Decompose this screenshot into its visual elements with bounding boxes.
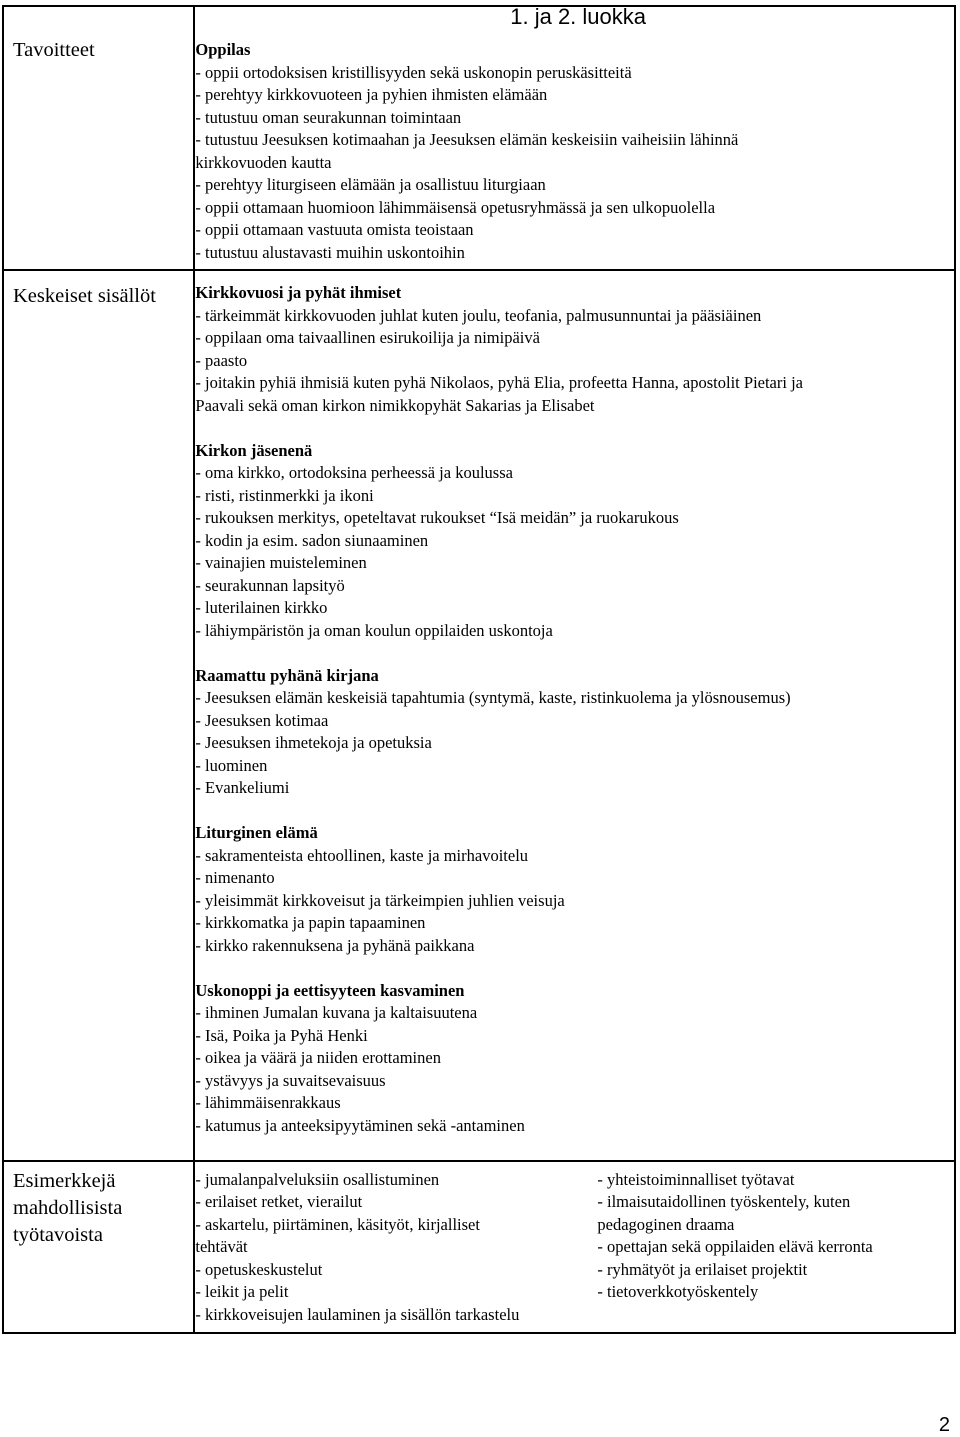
content-item: - seurakunnan lapsityö bbox=[195, 575, 345, 595]
goal-item: - oppii ottamaan vastuuta omista teoistaan bbox=[195, 220, 474, 239]
content-section-heading: Liturginen elämä bbox=[195, 823, 318, 842]
contents-label-cell bbox=[3, 270, 194, 1161]
method-item: - kirkkoveisujen laulaminen ja sisällön tarkastelu bbox=[195, 1304, 520, 1324]
content-item: - ihminen Jumalan kuvana ja kaltaisuutena bbox=[195, 1003, 478, 1022]
contents-label: Keskeiset sisällöt bbox=[13, 285, 156, 307]
contents-row bbox=[3, 270, 955, 1161]
content-item: - risti, ristinmerkki ja ikoni bbox=[195, 485, 374, 505]
method-item: - erilaiset retket, vierailut bbox=[195, 1192, 363, 1211]
goals-row bbox=[3, 6, 955, 270]
content-section-heading: Kirkkovuosi ja pyhät ihmiset bbox=[195, 283, 402, 302]
content-item: - Jeesuksen kotimaa bbox=[195, 710, 329, 730]
goals-list bbox=[195, 62, 738, 265]
content-item: - kirkkomatka ja papin tapaaminen bbox=[195, 913, 426, 932]
goal-item: - perehtyy kirkkovuoteen ja pyhien ihmisten elämään bbox=[195, 85, 548, 104]
content-item: - Evankeliumi bbox=[195, 778, 290, 797]
content-item: - rukouksen merkitys, opeteltavat rukoukset “Isä meidän” ja ruokarukous bbox=[195, 508, 679, 527]
goals-heading: Oppilas bbox=[195, 40, 251, 59]
content-section-heading: Uskonoppi ja eettisyyteen kasvaminen bbox=[195, 980, 465, 1000]
goal-item: - tutustuu alustavasti muihin uskontoihin bbox=[195, 242, 465, 262]
content-section bbox=[195, 822, 954, 957]
content-section-heading: Raamattu pyhänä kirjana bbox=[195, 665, 379, 685]
goals-label: Tavoitteet bbox=[13, 39, 95, 61]
content-item: - kirkko rakennuksena ja pyhänä paikkana bbox=[195, 935, 475, 955]
method-item: pedagoginen draama bbox=[597, 1214, 735, 1234]
goal-item: - perehtyy liturgiseen elämään ja osallistuu liturgiaan bbox=[195, 175, 546, 194]
methods-label bbox=[4, 1162, 193, 1249]
methods-column-1 bbox=[195, 1169, 597, 1327]
content-item: - luominen bbox=[195, 755, 268, 775]
content-item: - luterilainen kirkko bbox=[195, 598, 328, 617]
method-item: - ryhmätyöt ja erilaiset projektit bbox=[597, 1259, 808, 1279]
goals-label-cell bbox=[3, 6, 194, 270]
content-item: - oikea ja väärä ja niiden erottaminen bbox=[195, 1048, 441, 1067]
method-item: tehtävät bbox=[195, 1237, 248, 1256]
content-item: - sakramenteista ehtoollinen, kaste ja mirhavoitelu bbox=[195, 845, 529, 865]
goal-item: - tutustuu Jeesuksen kotimaahan ja Jeesuksen elämän keskeisiin vaiheisiin lähinnä bbox=[195, 130, 739, 149]
content-item: Paavali sekä oman kirkon nimikkopyhät Sakarias ja Elisabet bbox=[195, 395, 595, 415]
goal-item: - oppii ottamaan huomioon lähimmäisensä opetusryhmässä ja sen ulkopuolella bbox=[195, 197, 716, 217]
methods-label-cell bbox=[3, 1161, 194, 1333]
content-item: - kodin ja esim. sadon siunaaminen bbox=[195, 530, 429, 550]
goal-item: - oppii ortodoksisen kristillisyyden sekä uskonopin peruskäsitteitä bbox=[195, 62, 632, 82]
methods-column-2 bbox=[597, 1169, 942, 1327]
method-item: - ilmaisutaidollinen työskentely, kuten bbox=[597, 1192, 851, 1211]
content-section bbox=[195, 665, 954, 800]
content-item: - Jeesuksen elämän keskeisiä tapahtumia (syntymä, kaste, ristinkuolema ja ylösnousemus) bbox=[195, 688, 791, 707]
content-item: - Isä, Poika ja Pyhä Henki bbox=[195, 1025, 368, 1045]
content-item: - oppilaan oma taivaallinen esirukoilija ja nimipäivä bbox=[195, 328, 540, 347]
contents-groups bbox=[195, 271, 954, 1137]
content-item: - oma kirkko, ortodoksina perheessä ja koulussa bbox=[195, 463, 513, 482]
methods-label-line: Esimerkkejä bbox=[13, 1169, 116, 1192]
content-item: - joitakin pyhiä ihmisiä kuten pyhä Nikolaos, pyhä Elia, profeetta Hanna, apostolit Pietari ja bbox=[195, 373, 803, 392]
content-section-heading: Kirkon jäsenenä bbox=[195, 440, 313, 460]
method-item: - yhteistoiminnalliset työtavat bbox=[597, 1169, 795, 1189]
method-item: - jumalanpalveluksiin osallistuminen bbox=[195, 1169, 440, 1189]
content-item: - yleisimmät kirkkoveisut ja tärkeimpien juhlien veisuja bbox=[195, 890, 565, 910]
method-item: - askartelu, piirtäminen, käsityöt, kirjalliset bbox=[195, 1214, 480, 1234]
goal-item: - tutustuu oman seurakunnan toimintaan bbox=[195, 107, 462, 127]
page-number: 2 bbox=[938, 1414, 950, 1436]
contents-body-cell bbox=[194, 270, 955, 1161]
curriculum-table bbox=[2, 5, 956, 1334]
content-item: - lähimmäisenrakkaus bbox=[195, 1093, 341, 1112]
content-item: - Jeesuksen ihmetekoja ja opetuksia bbox=[195, 733, 432, 752]
content-item: - paasto bbox=[195, 350, 248, 370]
content-item: - katumus ja anteeksipyytäminen sekä -antaminen bbox=[195, 1115, 525, 1135]
content-item: - vainajien muisteleminen bbox=[195, 553, 367, 572]
class-heading: 1. ja 2. luokka bbox=[510, 4, 646, 29]
content-item: - ystävyys ja suvaitsevaisuus bbox=[195, 1070, 386, 1090]
content-section bbox=[195, 282, 954, 417]
methods-row bbox=[3, 1161, 955, 1333]
content-item: - lähiympäristön ja oman koulun oppilaiden uskontoja bbox=[195, 620, 553, 640]
methods-body-cell bbox=[194, 1161, 955, 1333]
method-item: - leikit ja pelit bbox=[195, 1282, 289, 1301]
content-item: - nimenanto bbox=[195, 868, 275, 887]
content-item: - tärkeimmät kirkkovuoden juhlat kuten joulu, teofania, palmusunnuntai ja pääsiäinen bbox=[195, 305, 762, 325]
methods-label-line: työtavoista bbox=[13, 1223, 103, 1246]
goal-item: kirkkovuoden kautta bbox=[195, 152, 332, 172]
goals-body-cell bbox=[194, 6, 955, 270]
method-item: - tietoverkkotyöskentely bbox=[597, 1282, 759, 1301]
content-section bbox=[195, 440, 954, 643]
methods-label-line: mahdollisista bbox=[13, 1196, 123, 1219]
content-section bbox=[195, 980, 954, 1138]
method-item: - opettajan sekä oppilaiden elävä kerronta bbox=[597, 1237, 873, 1256]
method-item: - opetuskeskustelut bbox=[195, 1259, 323, 1279]
